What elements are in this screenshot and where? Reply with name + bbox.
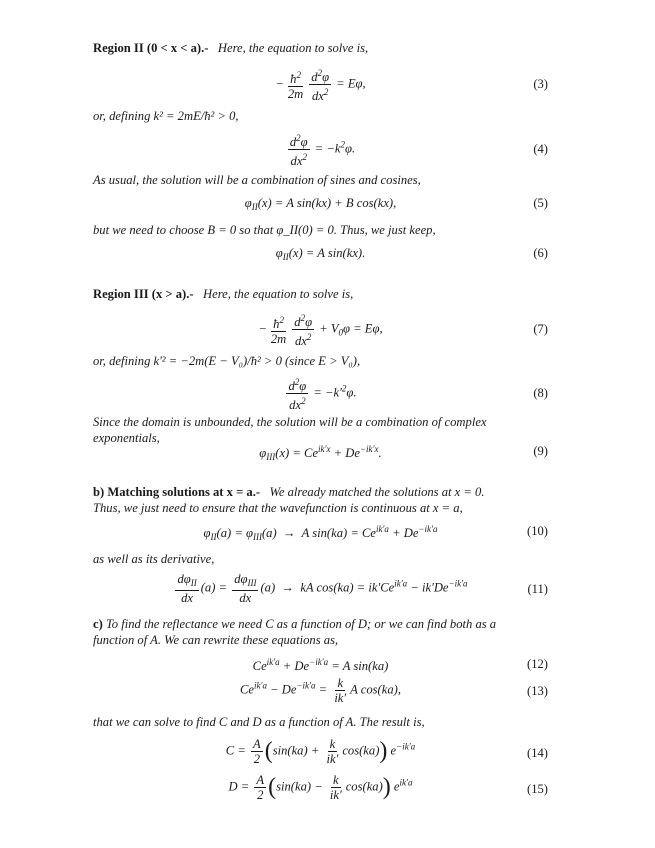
equation-11: $\frac{d\varphi_{II}}{dx}$ (a) = $\frac{d\varphi_{III}}{dx}$ (a) → kA $\cos(ka) = ik'Ce^{ik'a} - ik'De^{-ik'a}$ [177, 572, 468, 605]
equation-15: D = $\frac{A}{2}$ (sin(ka) − $\frac{k}{ik'}$ cos(ka)) $e^{ik'a}$ [228, 773, 413, 802]
equation-number: (10) [527, 524, 548, 538]
equation-5: $\varphi_{II}(x) = A$ sin(kx) + B cos(kx), [244, 196, 397, 212]
equation-number: (6) [533, 246, 548, 260]
equation-6: $\varphi_{II}(x) = A$ sin(kx). [275, 246, 366, 262]
equation-8: $\frac{d^2\varphi}{dx^2}$ = $-k'^2\varphi$. [288, 377, 357, 412]
equation-number: (4) [533, 142, 548, 156]
equation-number: (12) [527, 657, 548, 671]
region2-intro: Here, the equation to solve is, [217, 41, 369, 55]
equation-number: (15) [527, 782, 548, 796]
solve-text: that we can solve to find C and D as a function of A. The result is, [93, 715, 425, 729]
c-paragraph [93, 616, 548, 632]
equation-number: (8) [533, 386, 548, 400]
equation-7: − $\frac{ħ^2}{2m}$ $\frac{d^2\varphi}{dx^2}$ + $V_0\varphi = E\varphi$, [258, 313, 383, 348]
equation-10: $\varphi_{II}(a) = \varphi_{III}(a) \to A$ $\sin(ka) = Ce^{ik'a} + De^{-ik'a}$ [203, 524, 438, 542]
equation-number: (3) [533, 77, 548, 91]
define-kprime-text: or, defining k'² = −2m(E − V₀)/ħ² > 0 (since E > V₀), [93, 354, 361, 368]
as-usual-text: As usual, the solution will be a combination of sines and cosines, [93, 173, 421, 187]
unbounded-text: Since the domain is unbounded, the solution will be a combination of complex exponentials, [93, 415, 487, 445]
choose-b-text: but we need to choose B = 0 so that φ_II(0) = 0. Thus, we just keep, [93, 223, 436, 237]
equation-number: (11) [527, 582, 548, 596]
equation-number: (9) [533, 444, 548, 458]
b-intro: We already matched the solutions at x = 0. [269, 485, 485, 499]
c-text-2: function of A. We can rewrite these equations as, [93, 633, 339, 647]
c-label: c) [93, 617, 103, 631]
equation-3: − $\frac{ħ^2}{2m}$ $\frac{d^2\varphi}{dx^2}$ = Eφ, [275, 68, 366, 103]
equation-12: $Ce^{ik'a} + De^{-ik'a} = A$ sin(ka) [252, 657, 389, 673]
equation-number: (7) [533, 322, 548, 336]
equation-number: (14) [527, 746, 548, 760]
region3-paragraph [93, 286, 548, 302]
equation-number: (13) [527, 684, 548, 698]
equation-number: (5) [533, 196, 548, 210]
region2-paragraph [93, 40, 548, 56]
derivative-text: as well as its derivative, [93, 552, 215, 566]
b-continuous-text: Thus, we just need to ensure that the wavefunction is continuous at x = a, [93, 501, 463, 515]
equation-14: C = $\frac{A}{2}$ (sin(ka) + $\frac{k}{ik'}$ cos(ka)) $e^{-ik'a}$ [225, 737, 416, 766]
b-paragraph [93, 484, 548, 500]
define-k-text: or, defining k² = 2mE/ħ² > 0, [93, 109, 239, 123]
equation-9: $\varphi_{III}(x) = Ce^{ik'x} + De^{-ik'x}$. [259, 444, 382, 462]
c-text-1: To find the reflectance we need C as a function of D; or we can find both as a [105, 617, 497, 631]
equation-13: $Ce^{ik'a} - De^{-ik'a}$ = $\frac{k}{ik'}$ A cos(ka), [240, 676, 401, 705]
region3-heading: Region III (x > a).- [93, 287, 194, 301]
region3-intro: Here, the equation to solve is, [203, 287, 354, 301]
region2-heading: Region II (0 < x < a).- [93, 41, 209, 55]
b-heading: b) Matching solutions at x = a.- [93, 485, 261, 499]
equation-4: $\frac{d^2\varphi}{dx^2}$ = $-k^2\varphi$. [289, 133, 356, 168]
